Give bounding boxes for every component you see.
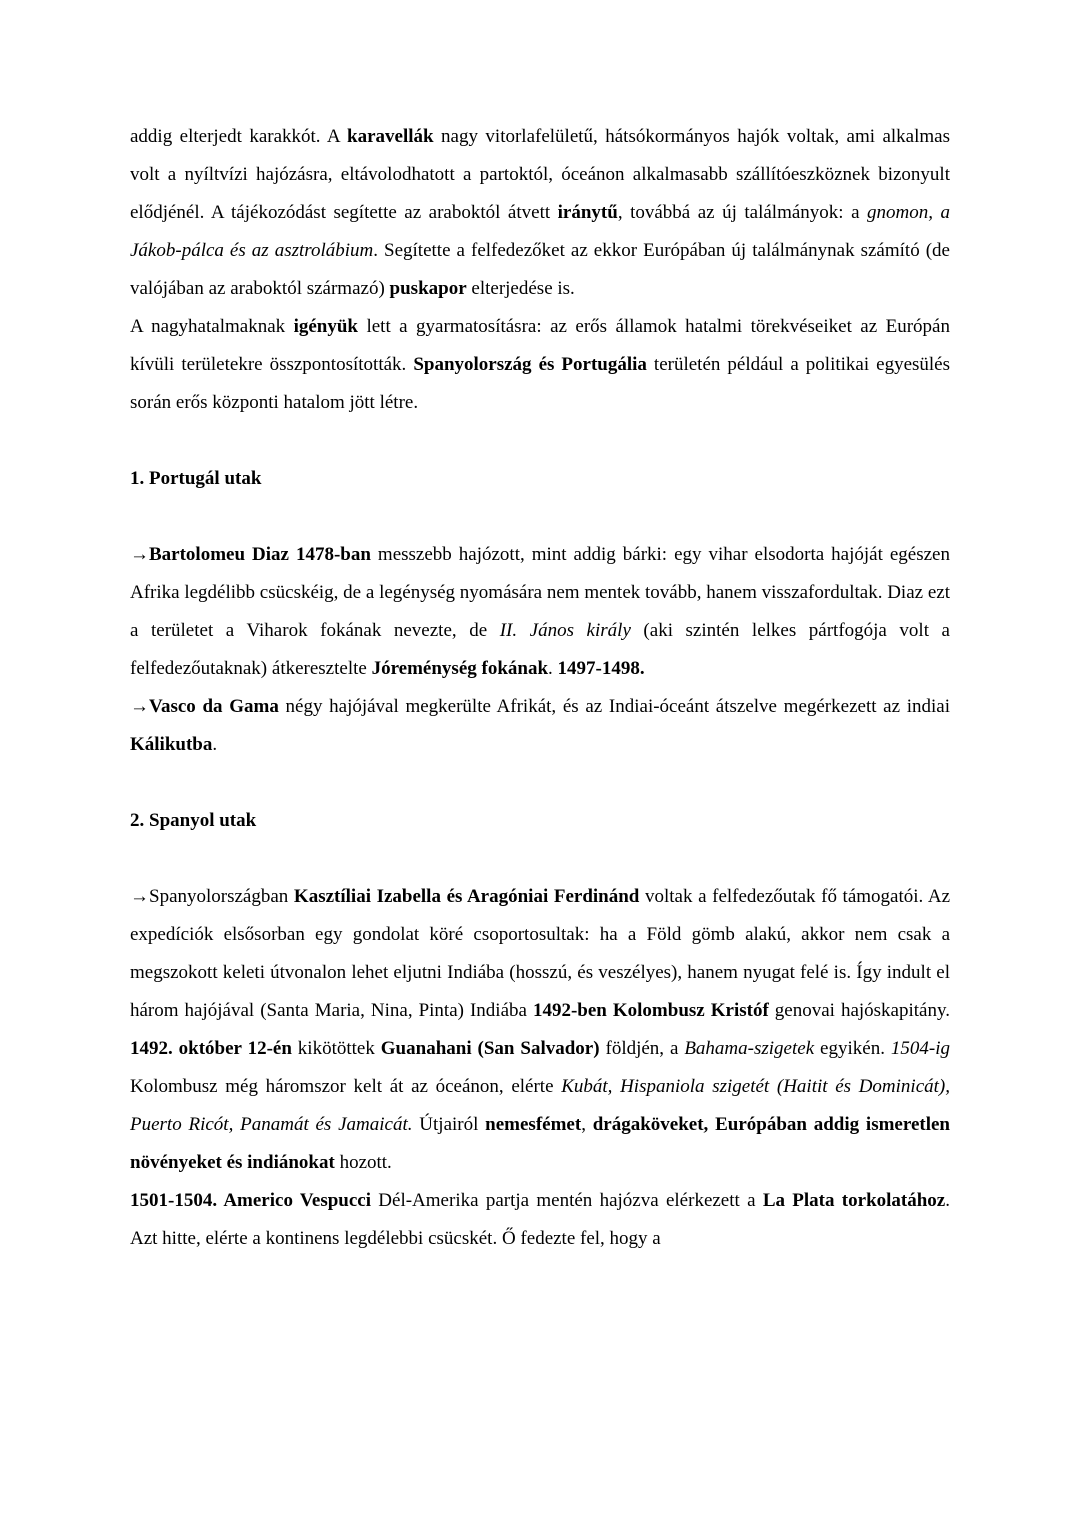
text-segment: messzebb hajózott, mint addig bárki: egy vihar elsodorta hajóját egészen Afrika legdélibb csücskéig, de a legénység nyomására nem mentek tovább, hanem visszafordultak. Diaz ezt a területet a Viharok fokának nevezte, de — [130, 544, 950, 641]
text-segment: igényük — [293, 316, 358, 337]
text-segment: Dél-Amerika partja mentén hajózva elérkezett a — [371, 1190, 763, 1211]
text-segment: drágaköveket, Európában addig ismeretlen növényeket és indiánokat — [130, 1114, 950, 1173]
text-segment: Kubát, Hispaniola szigetét (Haitit és Dominicát), Puerto Ricót, Panamát és Jamaicát. — [130, 1076, 950, 1135]
text-segment: lett a gyarmatosításra: az erős államok hatalmi törekvéseiket az Európán kívüli területekre összpontosították. — [130, 316, 950, 375]
text-segment: kikötöttek — [291, 1038, 381, 1059]
paragraph-caravels — [130, 118, 950, 308]
paragraph-great-powers — [130, 308, 950, 422]
text-segment: Guanahani (San Salvador) — [380, 1038, 600, 1059]
text-segment: puskapor — [389, 278, 467, 299]
heading-spanish-routes — [130, 802, 950, 840]
text-segment: Spanyolország és Portugália — [413, 354, 647, 375]
paragraph-vasco-da-gama — [130, 688, 950, 764]
text-segment: Kálikutba — [130, 734, 213, 755]
text-segment: . — [548, 658, 558, 679]
text-segment: . Azt hitte, elérte a kontinens legdélebbi csücskét. Ő fedezte fel, hogy a — [130, 1190, 950, 1249]
text-segment: (aki szintén lelkes pártfogója volt a felfedezőutaknak) átkeresztelte — [130, 620, 950, 679]
text-segment: négy hajójával megkerülte Afrikát, és az Indiai-óceánt átszelve megérkezett az indiai — [278, 696, 950, 717]
text-segment: hozott. — [334, 1152, 392, 1173]
text-segment: → — [130, 544, 149, 565]
text-segment: → — [130, 696, 149, 717]
text-segment: voltak a felfedezőutak fő támogatói. Az expedíciók elsősorban egy gondolat köré csoportosultak: ha a Föld gömb alakú, akkor nem csak a megszokott keleti útvonalon lehet eljutni Indiába (hosszú, és veszélyes), hanem nyugat felé is. Így indult el három hajójával (Santa Maria, Nina, Pinta) Indiába — [130, 886, 950, 1021]
text-segment: La Plata torkolatához — [762, 1190, 946, 1211]
text-segment: 1504-ig — [890, 1038, 950, 1059]
paragraph-columbus — [130, 878, 950, 1182]
text-segment: Vasco da Gama — [149, 696, 279, 717]
text-segment: →Spanyolországban — [130, 886, 294, 907]
text-segment: 1492. október 12-én — [130, 1038, 292, 1059]
text-segment: Bahama-szigetek — [684, 1038, 815, 1059]
text-segment: 2. Spanyol utak — [130, 810, 257, 831]
text-segment: addig elterjedt karakkót. A — [130, 126, 348, 147]
text-segment: 1501-1504. Americo Vespucci — [130, 1190, 371, 1211]
text-segment: elterjedése is. — [466, 278, 575, 299]
text-segment: 1. Portugál utak — [130, 468, 262, 489]
text-segment: II. János király — [499, 620, 631, 641]
text-segment: . — [212, 734, 218, 755]
text-segment: 1497-1498. — [557, 658, 645, 679]
text-segment: Kolombusz még háromszor kelt át az óceánon, elérte — [130, 1076, 562, 1097]
text-segment: , továbbá az új találmányok: a — [617, 202, 867, 223]
paragraph-diaz — [130, 536, 950, 688]
text-segment: területén például a politikai egyesülés során erős központi hatalom jött létre. — [130, 354, 950, 413]
text-segment: Útjairól — [412, 1114, 486, 1135]
text-segment: iránytű — [557, 202, 618, 223]
text-segment: genovai hajóskapitány. — [768, 1000, 950, 1021]
text-segment: 1492-ben Kolombusz Kristóf — [532, 1000, 769, 1021]
text-segment: Kasztíliai Izabella és Aragóniai Ferdinánd — [293, 886, 640, 907]
text-segment: gnomon, a Jákob-pálca és az asztrolábium — [130, 202, 950, 261]
text-segment: Bartolomeu Diaz 1478-ban — [149, 544, 371, 565]
heading-portugal-routes — [130, 460, 950, 498]
paragraph-vespucci — [130, 1182, 950, 1258]
text-segment: földjén, a — [599, 1038, 685, 1059]
text-segment: A nagyhatalmaknak — [130, 316, 294, 337]
text-segment: karavellák — [347, 126, 434, 147]
text-segment: nemesfémet — [485, 1114, 582, 1135]
text-segment: egyikén. — [814, 1038, 891, 1059]
text-segment: nagy vitorlafelületű, hátsókormányos hajók voltak, ami alkalmas volt a nyíltvízi hajózásra, eltávolodhatott a partoktól, óceánon alkalmasabb szállítóeszköznek bizonyult elődjénél. A tájékozódást segítette az araboktól átvett — [130, 126, 950, 223]
text-segment: . Segítette a felfedezőket az ekkor Európában új találmánynak számító (de valójában az araboktól származó) — [130, 240, 950, 299]
text-segment: , — [581, 1114, 593, 1135]
text-segment: Jóreménység fokának — [371, 658, 549, 679]
